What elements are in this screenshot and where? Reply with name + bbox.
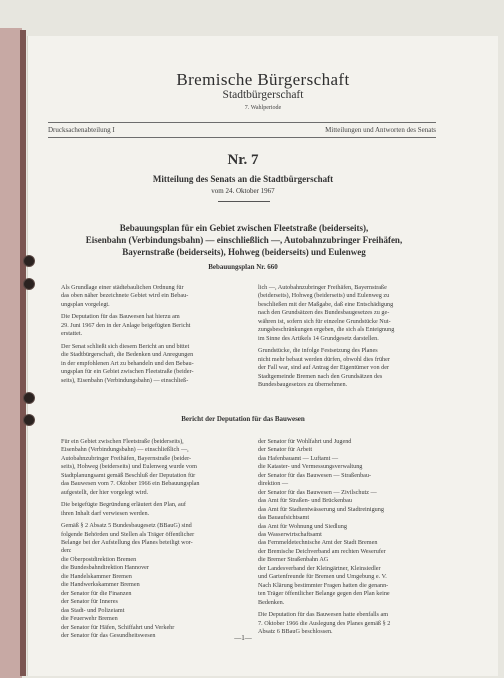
- report-heading: Bericht der Deputation für das Bauwesen: [181, 415, 305, 423]
- text-line: Der Senat schließt sich diesem Bericht an und bittet: [61, 342, 190, 350]
- text-line: die Kataster- und Vermessungsverwaltung: [258, 463, 363, 471]
- page-number: —1—: [234, 634, 252, 642]
- text-line: Die Deputation für das Bauwesen hatte ebenfalls am: [258, 611, 389, 619]
- intro-right-column: [258, 284, 448, 389]
- text-line: der Senator für die Finanzen: [61, 589, 132, 597]
- plan-title-line: Bebauungsplan für ein Gebiet zwischen Fleetstraße (beiderseits),: [119, 223, 369, 233]
- legislative-period: 7. Wahlperiode: [244, 105, 282, 111]
- text-line: das Amt für Stadtentwässerung und Stadtreinigung: [258, 505, 384, 513]
- text-line: direktion —: [258, 480, 289, 488]
- text-line: der Senator für das Bauwesen — Zivilschutz —: [258, 488, 377, 496]
- text-line: die Handwerkskammer Bremen: [61, 581, 140, 589]
- binder-hole: [24, 415, 34, 425]
- text-line: seits), Hohweg (beiderseits) und Eulenweg wurde vom: [61, 463, 197, 471]
- text-line: der Senator für Inneres: [61, 598, 118, 606]
- text-line: nicht mehr bebaut werden dürfen, obwohl dies früher: [258, 355, 390, 363]
- text-line: das Bauwesen vom 7. Oktober 1966 ein Bebauungsplan: [61, 480, 200, 488]
- text-line: die Handelskammer Bremen: [61, 572, 132, 580]
- header-rule-bottom: [48, 137, 436, 138]
- text-line: Gemäß § 2 Absatz 5 Bundesbaugesetz (BBauG) sind: [61, 522, 192, 530]
- text-line: der Senator für das Gesundheitswesen: [61, 631, 156, 639]
- text-line: Bundesbaugesetzes zu übernehmen.: [258, 380, 348, 388]
- text-line: das Amt für Straßen- und Brückenbau: [258, 497, 352, 505]
- text-line: das Fernmeldetechnische Amt der Stadt Bremen: [258, 539, 378, 547]
- text-line: der Landesverband der Kleingärtner, Kleinsiedler: [258, 564, 381, 572]
- text-line: der Bremische Deichverband am rechten Weserufer: [258, 547, 386, 555]
- report-left-column: [61, 438, 249, 640]
- text-line: Als Grundlage einer städtebaulichen Ordnung für: [61, 284, 184, 291]
- text-line: aufgestellt, der hier vorgelegt wird.: [61, 488, 149, 496]
- text-line: das Wasserwirtschaftsamt: [258, 530, 322, 538]
- text-line: Für ein Gebiet zwischen Fleetstraße (beiderseits),: [61, 438, 184, 445]
- text-line: der Senator für Wohlfahrt und Jugend: [258, 438, 352, 445]
- text-line: den:: [61, 547, 72, 555]
- text-line: der Fall war, sind auf Antrag der Eigentümer von der: [258, 364, 390, 372]
- text-line: das Hafenbauamt — Luftamt —: [258, 454, 339, 462]
- plan-title-line: Bayernstraße (beiderseits), Hohweg (beiderseits) und Eulenweg: [122, 247, 366, 257]
- document-page: [28, 36, 498, 676]
- header-right-label: Mitteilungen und Antworten des Senats: [325, 126, 436, 134]
- text-line: Belange bei der Aufstellung des Planes beteiligt wor-: [61, 538, 193, 546]
- header-rule-top: [48, 122, 436, 123]
- text-line: Bedenken.: [258, 598, 285, 606]
- text-line: 29. Juni 1967 den in der Anlage beigefügten Bericht: [61, 321, 191, 329]
- binder-hole: [24, 279, 34, 289]
- report-right-column: [258, 438, 448, 636]
- binder-cover: [0, 28, 22, 678]
- text-line: das Bauaufsichtsamt: [258, 514, 310, 522]
- plan-number: Bebauungsplan Nr. 660: [208, 263, 278, 271]
- text-line: Stadtplanungsamt gemäß Beschluß der Deputation für: [61, 471, 196, 479]
- text-line: erstattet.: [61, 330, 83, 338]
- text-line: der Senator für das Bauwesen — Straßenbau-: [258, 471, 372, 479]
- text-line: Absatz 6 BBauG beschlossen.: [258, 627, 333, 635]
- text-line: in der empfohlenen Art zu behandeln und den Bebau-: [61, 359, 194, 367]
- document-heading: Mitteilung des Senats an die Stadtbürgerschaft: [152, 174, 334, 184]
- text-line: ihren Inhalt darf verwiesen werden.: [61, 509, 150, 517]
- text-line: zungsbeschränkungen ergeben, die sich als Enteignung: [258, 326, 395, 334]
- text-line: Nach Klärung bestimmter Fragen hatten die genann-: [258, 581, 389, 589]
- binder-hole: [24, 393, 34, 403]
- text-line: das Stadt- und Polizeiamt: [61, 606, 125, 614]
- text-line: Die beigefügte Begründung erläutert den Plan, auf: [61, 501, 186, 509]
- document-number: Nr. 7: [227, 152, 259, 168]
- text-line: das oben näher bezeichnete Gebiet wird ein Bebau-: [61, 292, 189, 300]
- binder-hole: [24, 256, 34, 266]
- text-line: (beiderseits), Hohweg (beiderseits) und Eulenweg zu: [258, 292, 390, 300]
- text-line: Grundstücke, die infolge Festsetzung des Planes: [258, 347, 378, 355]
- text-line: das Amt für Wohnung und Siedlung: [258, 522, 347, 530]
- text-line: währen ist, sofern sich für einzelne Grundstücke Nut-: [258, 317, 391, 325]
- document-date: vom 24. Oktober 1967: [211, 187, 275, 195]
- text-line: ten Träger öffentlicher Belange gegen den Plan keine: [258, 590, 390, 598]
- text-line: und Gartenfreunde für Bremen und Umgebung e. V.: [258, 573, 387, 581]
- text-line: Die Deputation für das Bauwesen hat hierzu am: [61, 313, 180, 321]
- plan-title-line: Eisenbahn (Verbindungsbahn) — einschließlich —, Autobahnzubringer Freihäfen,: [85, 235, 403, 245]
- text-line: beschließen mit der Maßgabe, daß eine Entschädigung: [258, 300, 394, 308]
- text-line: Stadtgemeinde Bremen nach den Grundsätzen des: [258, 372, 383, 380]
- text-line: der Senator für Häfen, Schiffahrt und Verkehr: [61, 623, 175, 631]
- text-line: die Stadtbürgerschaft, die Bedenken und Anregungen: [61, 351, 194, 359]
- text-line: im Sinne des Artikels 14 Grundgesetz darstellen.: [258, 334, 379, 342]
- text-line: nach den Grundsätzen des Bundesbaugesetzes zu ge-: [258, 309, 390, 317]
- text-line: der Senator für Arbeit: [258, 446, 313, 454]
- parliament-title: Bremische Bürgerschaft: [176, 70, 350, 89]
- parliament-subtitle: Stadtbürgerschaft: [222, 89, 304, 101]
- text-line: Eisenbahn (Verbindungsbahn) — einschließlich —,: [61, 446, 189, 454]
- binder-edge: [20, 30, 26, 676]
- text-line: die Bremer Straßenbahn AG: [258, 556, 329, 564]
- text-line: seits), Eisenbahn (Verbindungsbahn) — einschließ-: [61, 376, 189, 384]
- text-line: Autobahnzubringer Freihäfen, Bayernstraße (beider-: [61, 454, 192, 462]
- text-line: die Bundesbahndirektion Hannover: [61, 564, 149, 572]
- text-line: die Oberpostdirektion Bremen: [61, 555, 137, 563]
- title-divider: [218, 201, 270, 202]
- header-left-label: Drucksachenabteilung I: [48, 126, 115, 134]
- text-line: die Feuerwehr Bremen: [61, 615, 118, 623]
- text-line: ungsplan für ein Gebiet zwischen Fleetstraße (beider-: [61, 368, 194, 376]
- text-line: lich —, Autobahnzubringer Freihäfen, Bayernstraße: [258, 284, 387, 291]
- intro-left-column: [61, 284, 249, 385]
- text-line: 7. Oktober 1966 die Auslegung des Planes gemäß § 2: [258, 619, 391, 627]
- plan-title: [66, 222, 422, 258]
- text-line: ungsplan vorgelegt.: [61, 300, 110, 308]
- text-line: folgende Behörden und Stellen als Träger öffentlicher: [61, 530, 195, 538]
